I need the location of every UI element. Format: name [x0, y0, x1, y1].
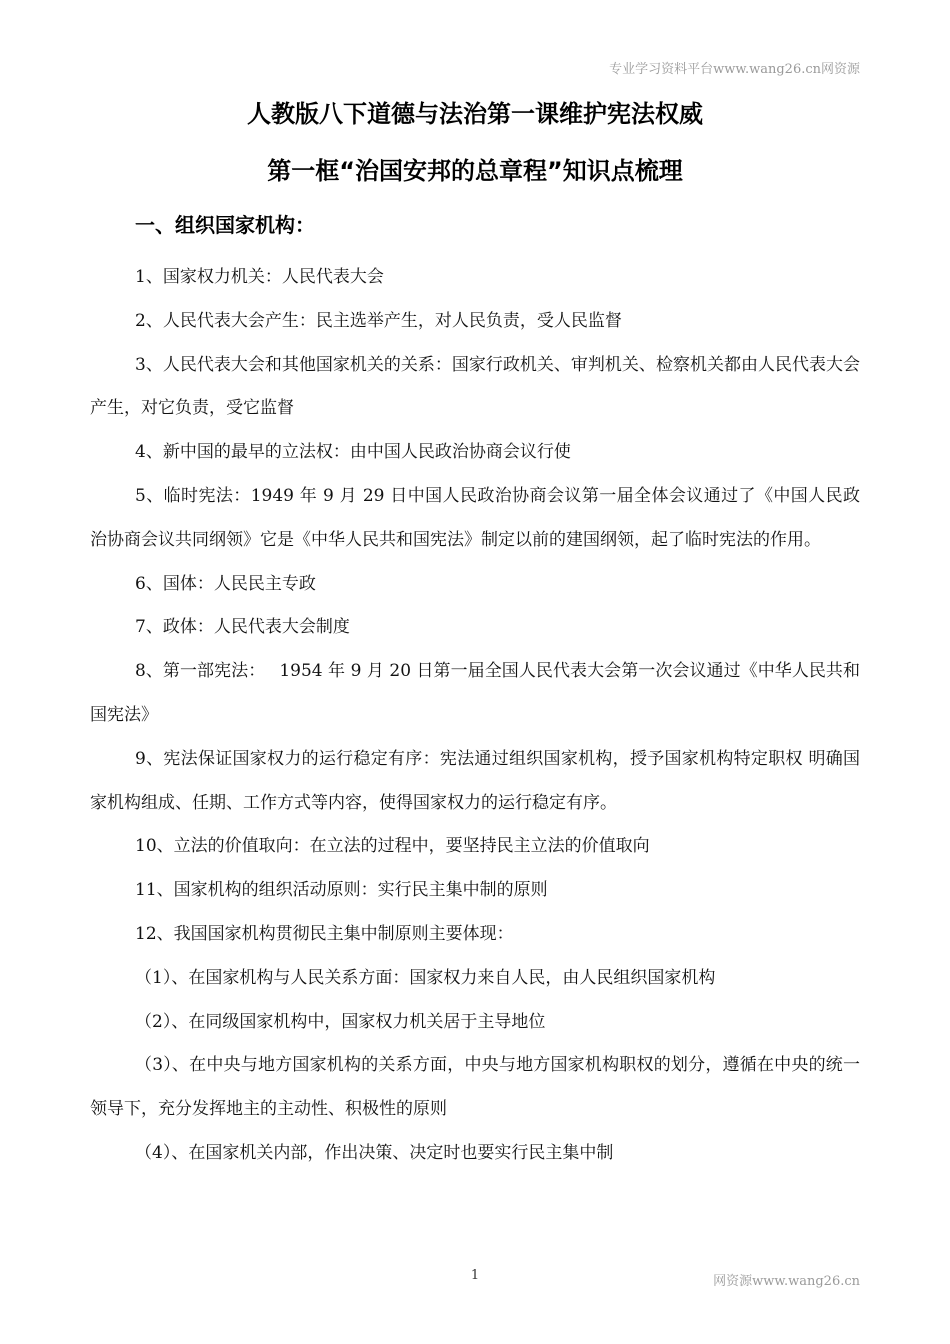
paragraph-2: 2、人民代表大会产生：民主选举产生，对人民负责，受人民监督	[135, 310, 622, 331]
paragraph-7: 7、政体：人民代表大会制度	[135, 617, 350, 638]
sub-item-4: （4）、在国家机关内部，作出决策、决定时也要实行民主集中制	[135, 1142, 614, 1163]
paragraph-10: 10、立法的价值取向：在立法的过程中，要坚持民主立法的价值取向	[135, 836, 650, 857]
paragraph-9: 9、宪法保证国家权力的运行稳定有序：宪法通过组织国家机构，授予国家机构特定职权 明确国家机构组成、任期、工作方式等内容，使得国家权力的运行稳定有序。	[90, 748, 860, 813]
page-number: 1	[470, 1268, 480, 1283]
footer-watermark-note: 网资源www.wang26.cn	[713, 1274, 860, 1289]
paragraph-8: 8、第一部宪法： 1954 年 9 月 20 日第一届全国人民代表大会第一次会议通过《中华人民共和国宪法》	[90, 661, 860, 725]
paragraph-11: 11、国家机构的组织活动原则：实行民主集中制的原则	[135, 880, 548, 901]
header-watermark-note: 专业学习资料平台www.wang26.cn网资源	[609, 62, 860, 77]
document-body	[90, 256, 860, 1176]
paragraph-4: 4、新中国的最早的立法权：由中国人民政治协商会议行使	[135, 442, 571, 463]
paragraph-1: 1、国家权力机关：人民代表大会	[135, 267, 384, 287]
paragraph-6: 6、国体：人民民主专政	[135, 573, 316, 594]
paragraph-12: 12、我国国家机构贯彻民主集中制原则主要体现：	[135, 923, 514, 944]
sub-item-3: （3）、在中央与地方国家机构的关系方面，中央与地方国家机构职权的划分，遵循在中央的统一领导下，充分发挥地主的主动性、积极性的原则	[90, 1055, 860, 1120]
paragraph-3: 3、人民代表大会和其他国家机关的关系：国家行政机关、审判机关、检察机关都由人民代表大会产生，对它负责，受它监督	[90, 354, 860, 419]
document-subtitle: 第一框“治国安邦的总章程”知识点梳理	[267, 157, 683, 185]
sub-item-1: （1）、在国家机构与人民关系方面：国家权力来自人民，由人民组织国家机构	[135, 967, 716, 988]
sub-item-2: （2）、在同级国家机构中，国家权力机关居于主导地位	[135, 1011, 546, 1032]
section-heading: 一、组织国家机构：	[135, 213, 315, 237]
paragraph-5: 5、临时宪法：1949 年 9 月 29 日中国人民政治协商会议第一届全体会议通过了《中国人民政治协商会议共同纲领》它是《中华人民共和国宪法》制定以前的建国纲领，起了临时宪法的作用。	[90, 485, 860, 550]
document-title: 人教版八下道德与法治第一课维护宪法权威	[247, 100, 703, 128]
